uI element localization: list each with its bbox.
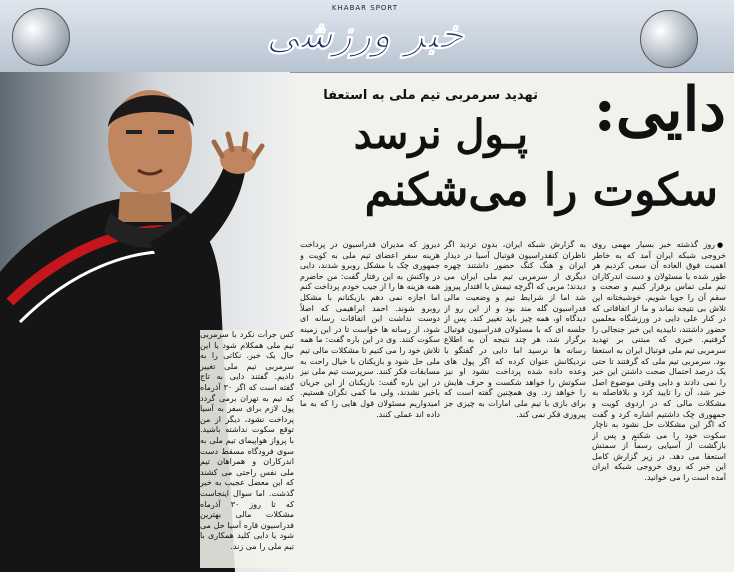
masthead-name: خبر ورزشی bbox=[266, 11, 464, 58]
article-column-3: دیروز که مدیران فدراسیون در پرداخت هزینه سفر اعضای تیم ملی به کویت و جمهوری چک با مشکل روبرو شدند، دایی در واکنش به این رفتار گفت: من حاضرم همه هزینه ها را از جیب خودم پرداخت کنم اما اجازه نمی دهم بازیکنانم با مشکل روبرو شوند. احمد ابراهیمی که اصلاً دوست نداشت این اتفاقات رسانه ای شود، از رسانه ها خواست تا در این زمینه سکوت کنند. وی در این باره گفت: ما همه تلاش خود را می کنیم تا مشکلات مالی تیم ملی حل شود و بازیکنان با خیال راحت به مسابقات فکر کنند. سرپرست تیم ملی نیز در این باره گفت: بازیکنان از این جریان باخبر نشدند، ولی ما کمی نگران هستیم. امیدواریم مسئولان قول هایی را که به ما داده اند عملی کنند. bbox=[300, 240, 440, 419]
masthead-logo bbox=[170, 4, 560, 66]
headline-speaker: دایی: bbox=[593, 75, 726, 145]
masthead-small-text: KHABAR SPORT bbox=[331, 4, 399, 12]
article-column-1-text: روز گذشته خبر بسیار مهمی روی خروجی شبکه ایران آمد که به خاطر اهمیت فوق العاده آن سعی کردیم هر طور شده با مسئولان و دست اندرکاران تیم ملی تماس برقرار کنیم و صحت و سقم آن را جویا شویم. خوشبختانه این تلاش بی نتیجه نماند و ما از اتفاقاتی که در کنار علی دایی در ورزشگاه معلمین حضور داشتند، تاییدیه این خبر جنجالی را گرفتیم. خبری که مبتنی بر تهدید سرمربی تیم ملی فوتبال ایران به استعفا بود. سرمربی تیم ملی که گرفتند تا حتی یک درصد احتمال صحت داشتن این خبر را نمی دادند و دایی وقتی موضوع اصل خبر شد، آن را تایید کرد و بلافاصله به مشکلات مالی که در اردوی کویت و جمهوری چک داشتیم اشاره کرد و گفت که اگر این مشکلات حل نشود به ناچار سکوت خود را می شکنم و پس از بازگشت از آسیایی رسماً از سمتش استعفا می دهد. در زیر گزارش کامل این خبر که روی خروجی شبکه ایران آمده است را می خوانید. bbox=[592, 240, 726, 483]
headline-line-2: سکوت را می‌شکنم bbox=[364, 165, 718, 216]
masthead-banner bbox=[0, 0, 734, 73]
football-icon bbox=[640, 10, 698, 68]
bullet-icon: ● bbox=[717, 241, 726, 249]
article-column-1 bbox=[592, 240, 726, 568]
article-column-2: به گزارش شبکه ایران، بدون تردید اگر ناظران کنفدراسیون فوتبال آسیا در دیدار ایران و هنگ کنگ حضور داشتند چهره دیگری از سرمربی تیم ملی ایران می دیدند؛ مربی که اگرچه تیمش با اقتدار پیروز شد اما از شرایط تیم و وضعیت مالی فدراسیون گله مند بود و از این رو از دیدگاه او، همه چیز باید تغییر کند. پس از جلسه ای که با مسئولان فدراسیون فوتبال برگزار شد، هر چند نتیجه آن به اطلاع رسانه ها نرسید اما دایی در گفتگو با نزدیکانش عنوان کرده که اگر پول های وعده داده شده پرداخت نشود او نیز سکوتش را خواهد شکست و حرف هایش را خواهد زد. وی همچنین گفته است که برای بازی با تیم ملی امارات به چیزی جز پیروزی فکر نمی کند. bbox=[444, 240, 586, 419]
football-icon bbox=[12, 8, 70, 66]
headline-subhead: تهدید سرمربی تیم ملی به استعفا bbox=[323, 88, 538, 103]
headline-line-1: پـول نرسد bbox=[353, 111, 528, 158]
article-column-4: کس جرأت نکرد با سرمربی تیم ملی همکلام شود یا این حال یک خبر. نکاتی را به سرمربی تیم ملی تغییر دادیم. گفتند دایی به تاج گفته است که اگر ۳۰ آذرماه که تیم به تهران برمی گردد پول لازم برای سفر به آسیا پرداخت نشود، دیگر از من توقع سکوت نداشته باشید. با پرواز هواپیمای تیم ملی به سوی فرودگاه مسقط دست اندرکاران و همراهان تیم ملی نفس راحتی می کشند که این معضل عجیب به خیر گذشت. اما سوال اینجاست که تا روز ۳۰ آذرماه مشکلات مالی بهترین فدراسیون قاره آسیا حل می شود یا دایی کلید همکاری با تیم ملی را می زند. bbox=[200, 330, 296, 568]
